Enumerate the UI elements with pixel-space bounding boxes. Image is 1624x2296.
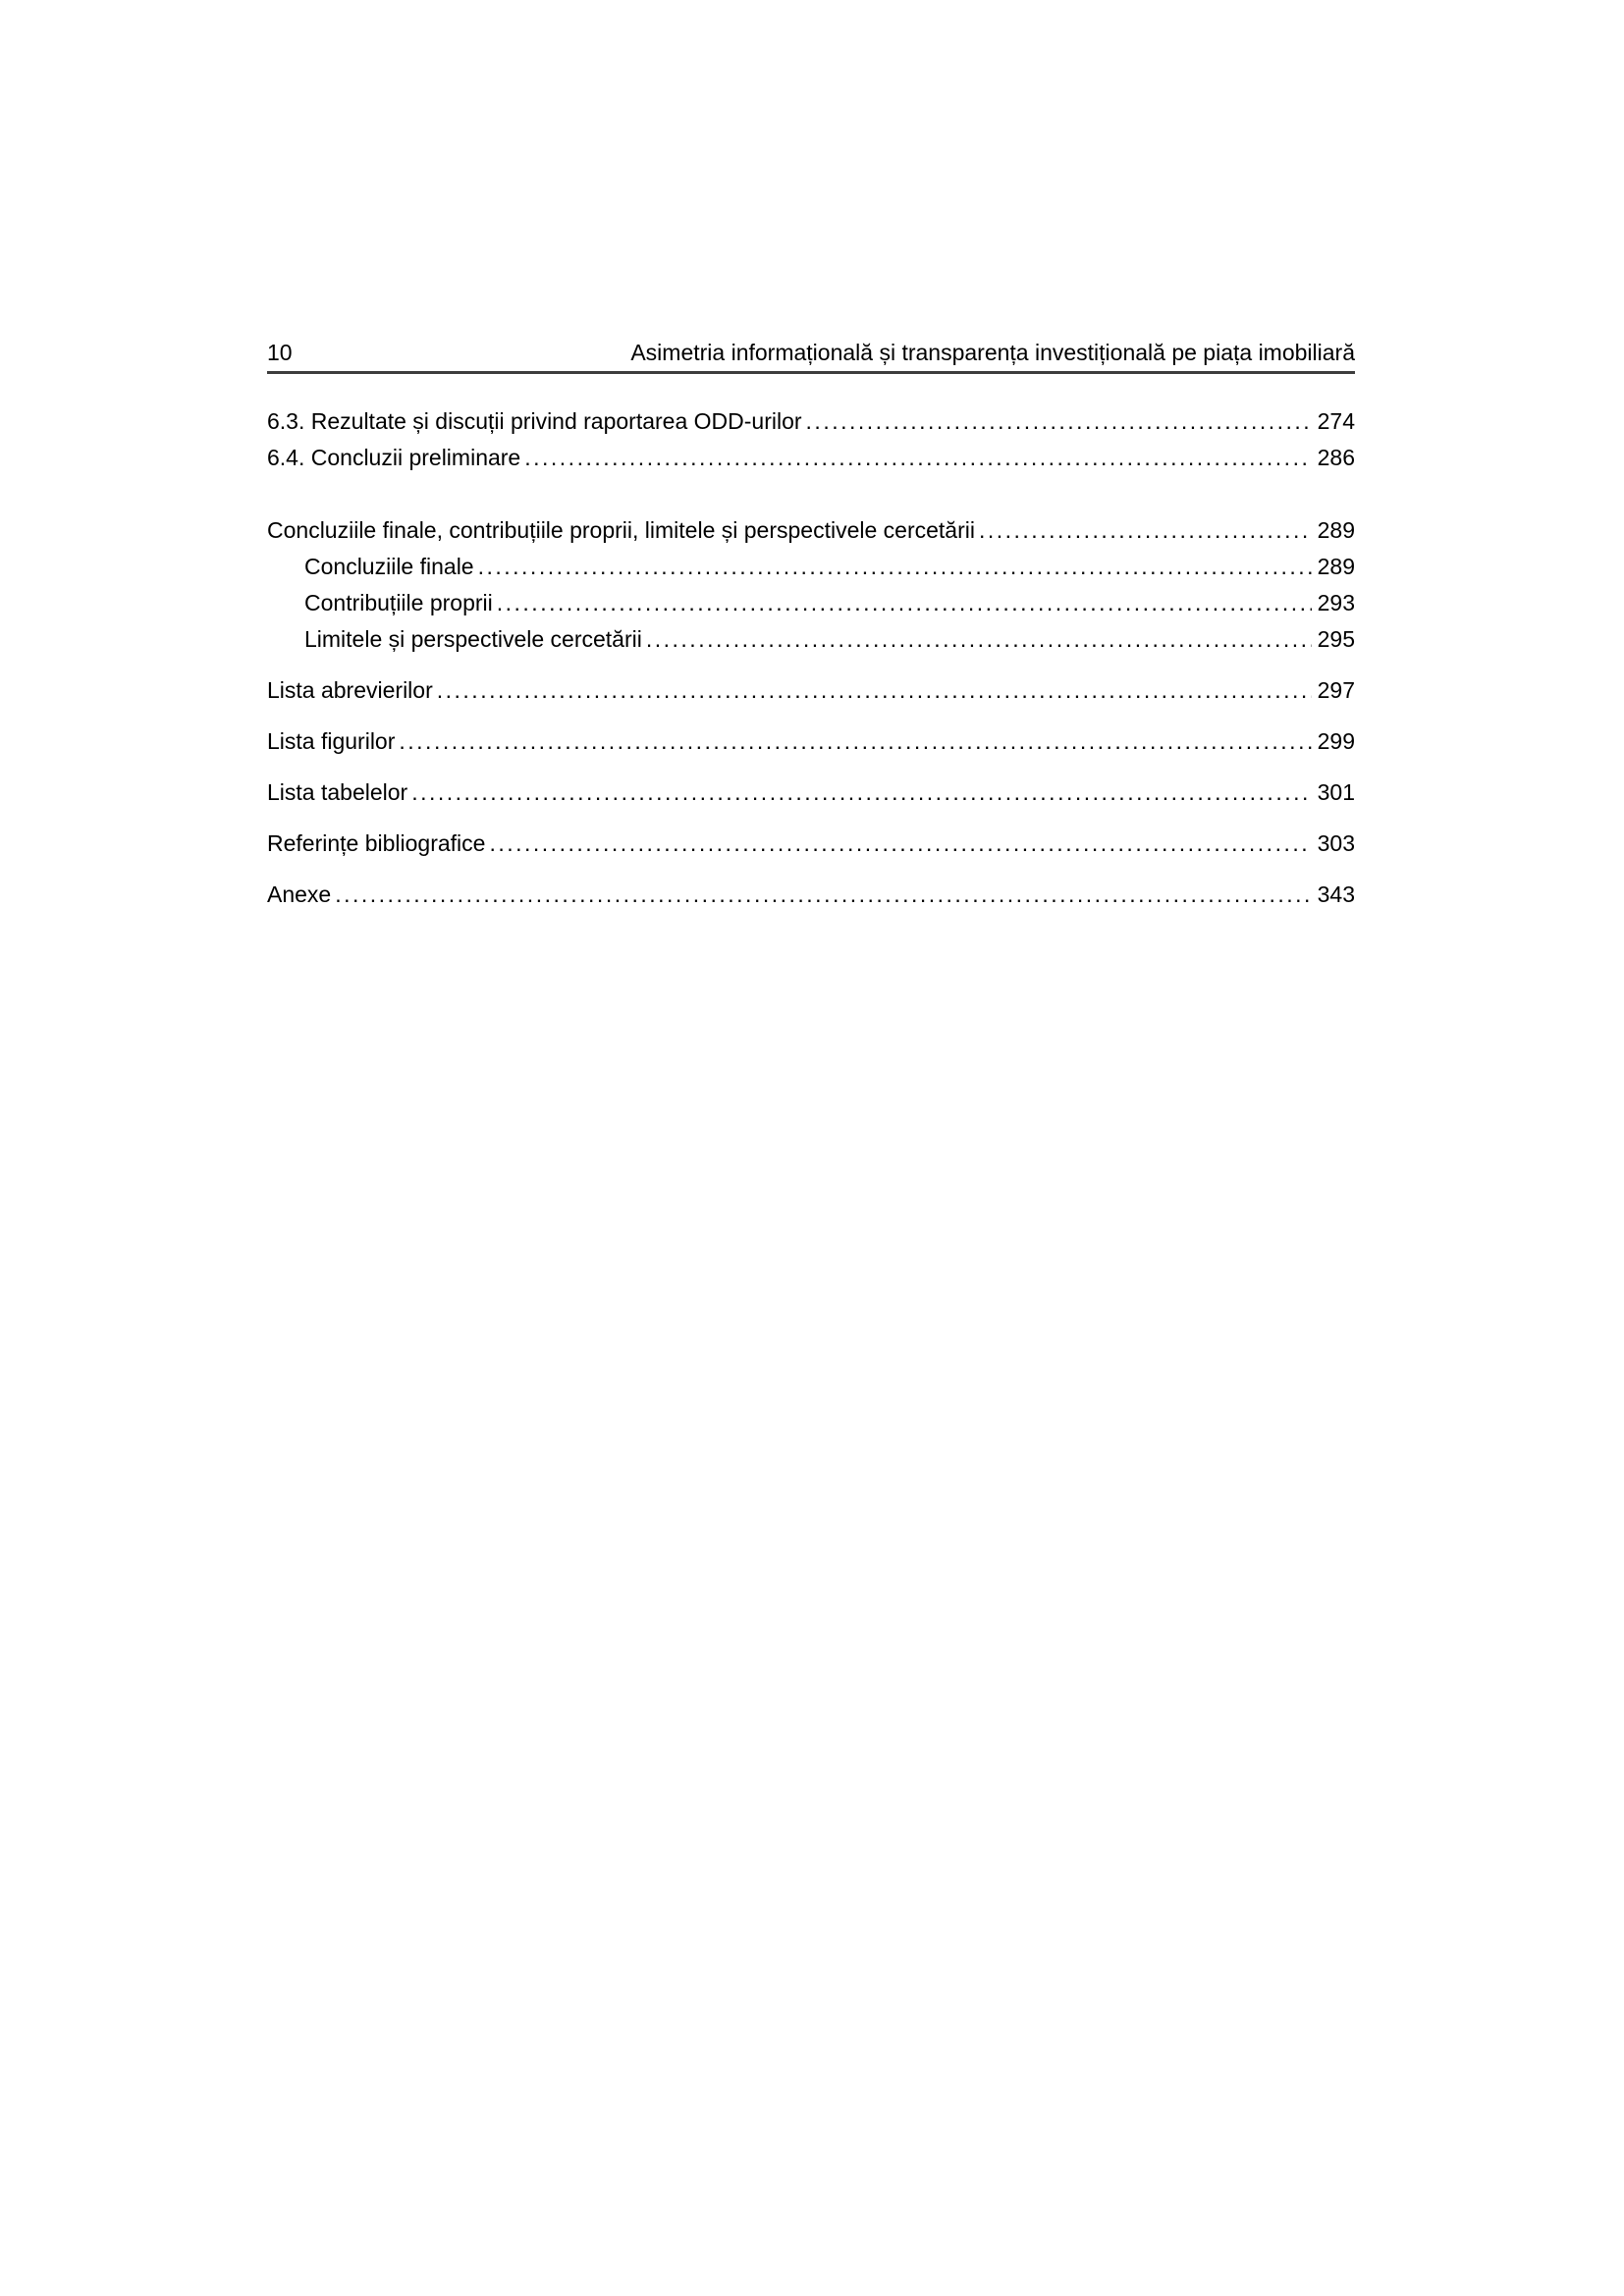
toc-dot-leader bbox=[979, 512, 1312, 549]
toc-entry-label: Lista abrevierilor bbox=[267, 677, 433, 703]
toc-entry-label: Referințe bibliografice bbox=[267, 830, 486, 856]
toc-dot-leader bbox=[478, 549, 1312, 585]
toc-entry bbox=[267, 826, 1355, 862]
page-content bbox=[267, 340, 1355, 913]
toc-entry-label: Concluziile finale bbox=[304, 554, 474, 579]
toc-entry bbox=[267, 549, 1355, 585]
toc-entry-label: 6.3. Rezultate și discuții privind raportarea ODD-urilor bbox=[267, 408, 802, 434]
toc-entry bbox=[267, 774, 1355, 811]
toc-dot-leader bbox=[646, 621, 1312, 658]
toc-entry bbox=[267, 403, 1355, 440]
toc-entry-label: 6.4. Concluzii preliminare bbox=[267, 445, 521, 470]
toc-entry bbox=[267, 877, 1355, 913]
toc-entry-page-number: 295 bbox=[1317, 626, 1355, 652]
toc-entry-label: Lista tabelelor bbox=[267, 779, 408, 805]
toc-entry-page-number: 343 bbox=[1317, 881, 1355, 907]
toc-entry bbox=[267, 621, 1355, 658]
toc-dot-leader bbox=[335, 877, 1311, 913]
toc-entry bbox=[267, 723, 1355, 760]
toc-entry bbox=[267, 512, 1355, 549]
toc-dot-leader bbox=[399, 723, 1311, 760]
toc-entry bbox=[267, 440, 1355, 476]
toc-entry bbox=[267, 585, 1355, 621]
toc-entry-page-number: 293 bbox=[1317, 590, 1355, 615]
toc-entry-label: Lista figurilor bbox=[267, 728, 396, 754]
page-header bbox=[267, 340, 1355, 374]
table-of-contents bbox=[267, 403, 1355, 913]
toc-dot-leader bbox=[411, 774, 1311, 811]
toc-entry-page-number: 286 bbox=[1317, 445, 1355, 470]
toc-entry-label: Concluziile finale, contribuțiile proprii, limitele și perspectivele cercetării bbox=[267, 517, 975, 543]
toc-entry-label: Anexe bbox=[267, 881, 332, 907]
toc-entry-page-number: 301 bbox=[1317, 779, 1355, 805]
header-running-title: Asimetria informațională și transparența investițională pe piața imobiliară bbox=[630, 340, 1355, 365]
toc-entry-page-number: 289 bbox=[1317, 517, 1355, 543]
toc-entry-label: Contribuțiile proprii bbox=[304, 590, 493, 615]
toc-entry-page-number: 289 bbox=[1317, 554, 1355, 579]
toc-entry-label: Limitele și perspectivele cercetării bbox=[304, 626, 642, 652]
toc-entry-page-number: 297 bbox=[1317, 677, 1355, 703]
header-page-number: 10 bbox=[267, 340, 293, 365]
toc-entry bbox=[267, 672, 1355, 709]
toc-dot-leader bbox=[489, 826, 1311, 862]
toc-dot-leader bbox=[497, 585, 1312, 621]
toc-entry-page-number: 299 bbox=[1317, 728, 1355, 754]
toc-dot-leader bbox=[524, 440, 1311, 476]
toc-entry-page-number: 303 bbox=[1317, 830, 1355, 856]
toc-dot-leader bbox=[806, 403, 1312, 440]
toc-dot-leader bbox=[437, 672, 1312, 709]
toc-entry-page-number: 274 bbox=[1317, 408, 1355, 434]
